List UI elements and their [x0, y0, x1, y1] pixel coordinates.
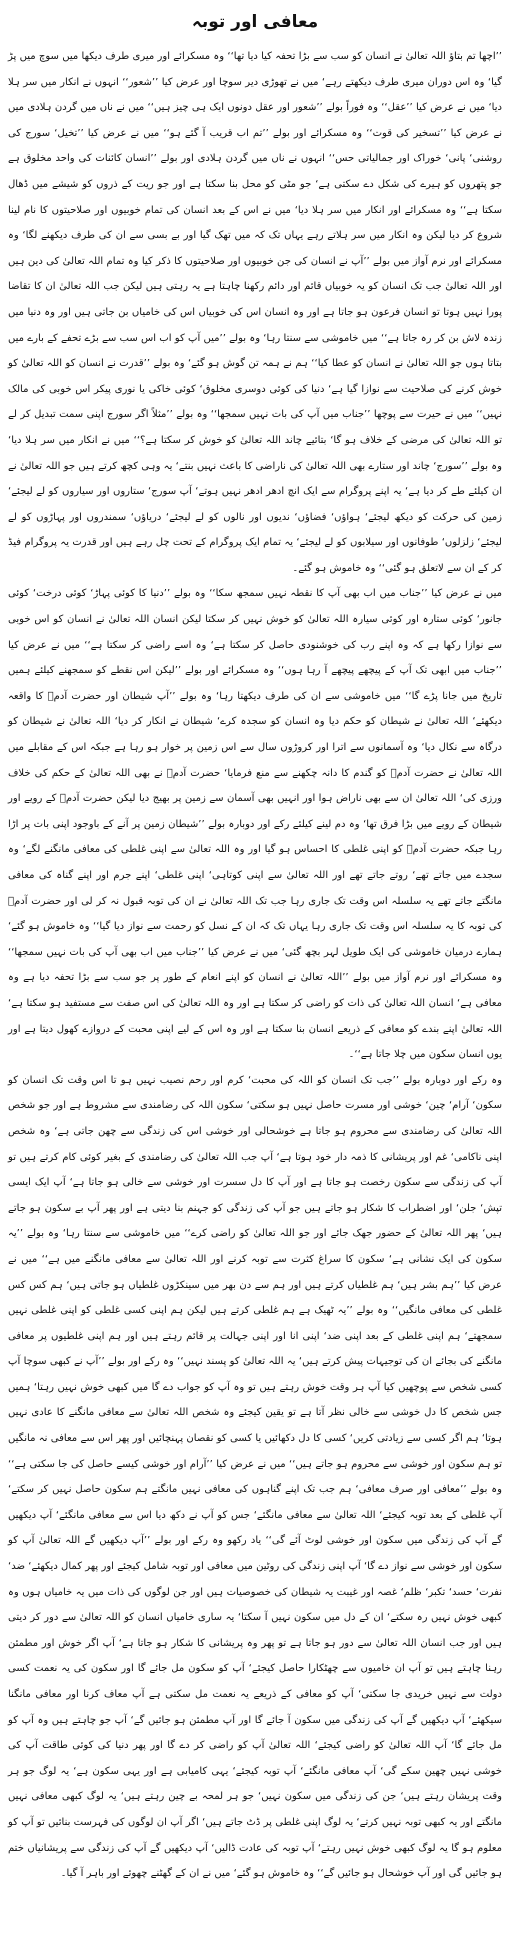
paragraph-2: میں نے عرض کیا ’’جناب میں اب بھی آپ کا نقطہ نہیں سمجھ سکا‘‘ وہ بولے ’’دنیا کا کوئی پہاڑ‘ کوئی درخت‘ کوئی جانور‘ کوئی ستارہ اور کوئی سیارہ اللہ تعالیٰ کو خوش نہیں کر سکتا لیکن انسان اللہ تعالیٰ نے انسان کو اس خوبی سے نوازا رکھا ہے کہ وہ اپنے رب کی خوشنودی حاصل کر سکتا ہے‘ وہ اسے راضی کر سکتا ہے‘‘ میں نے عرض کیا ’’جناب میں ابھی تک آپ کے پیچھے پیچھے آ رہا ہوں‘‘ وہ مسکرائے اور بولے ’’لیکن اس نقطے کو سمجھنے کیلئے ہمیں تاریخ میں جانا پڑے گا‘‘ میں خاموشی سے ان کی طرف دیکھتا رہا‘ وہ بولے ’’آپ شیطان اور حضرت آدمؑ کا واقعہ دیکھئے‘ اللہ تعالیٰ نے شیطان کو حکم دیا وہ انسان کو سجدہ کرے‘ شیطان نے انکار کر دیا‘ اللہ تعالیٰ نے شیطان کو درگاہ سے نکال دیا‘ وہ آسمانوں سے اترا اور کروڑوں سال سے اس زمین پر خوار ہو رہا ہے جبکہ اس کے مقابلے میں اللہ تعالیٰ نے حضرت آدمؑ کو گندم کا دانہ چکھنے سے منع فرمایا‘ حضرت آدمؑ نے بھی اللہ تعالیٰ کے حکم کی خلاف ورزی کی‘ اللہ تعالیٰ ان سے بھی ناراض ہوا اور انہیں بھی آسمان سے زمین پر بھیج دیا لیکن حضرت آدمؑ کے رویے اور شیطان کے رویے میں بڑا فرق تھا‘ وہ دم لینے کیلئے رکے اور دوبارہ بولے ’’شیطان زمین پر آنے کے باوجود اپنی بات پر اڑا رہا جبکہ حضرت آدمؑ کو اپنی غلطی کا احساس ہو گیا اور وہ اللہ تعالیٰ سے اپنی غلطی کی معافی مانگنے لگے‘ وہ سجدے میں جاتے تھے‘ روتے جاتے تھے اور اللہ تعالیٰ سے اپنی کوتاہی‘ اپنی غلطی‘ اپنے جرم اور اپنے گناہ کی معافی مانگتے جاتے تھے یہ سلسلہ اس وقت تک جاری رہا جب تک اللہ تعالیٰ نے ان کی توبہ قبول نہ کر لی اور حضرت آدمؑ کی توبہ کا یہ سلسلہ اس وقت تک جاری رہا یہاں تک کہ ان کے نسل کو رحمت سے نواز دیا گیا‘‘ وہ خاموش ہو گئے‘ ہمارے درمیان خاموشی کی ایک طویل لہر بچھ گئی‘ میں نے عرض کیا ’’جناب میں اب بھی آپ کی بات نہیں سمجھا‘‘ وہ مسکرائے اور نرم آواز میں بولے ’’اللہ تعالیٰ نے انسان کو اپنے انعام کے طور پر جو سب سے بڑا تحفہ دیا ہے وہ معافی ہے‘ انسان اللہ تعالیٰ کی ذات کو راضی کر سکتا ہے اور وہ اللہ تعالیٰ کی اس صفت سے مستفید ہو سکتا ہے‘ اللہ تعالیٰ اپنے بندے کو معافی کے ذریعے انسان بنا سکتا ہے اور وہ اس کے لیے اپنی محبت کے دروازے کھول دیتا ہے اور یوں انسان سکون میں چلا جاتا ہے‘‘۔: [8, 588, 502, 1061]
paragraph-1: ’’اچھا تم بتاؤ اللہ تعالیٰ نے انسان کو سب سے بڑا تحفہ کیا دیا تھا‘‘ وہ مسکرائے اور میری طرف دیکھا میں سوچ میں پڑ گیا‘ وہ اس دوران میری طرف دیکھتے رہے‘ میں نے تھوڑی دیر سوچا اور عرض کیا ’’شعور‘‘ انہوں نے انکار میں سر ہلا دیا‘ میں نے عرض کیا ’’عقل‘‘ وہ فوراً بولے ’’شعور اور عقل دونوں ایک ہی چیز ہیں‘‘ میں نے ناں میں گردن ہلادی میں نے عرض کیا ’’تسخیر کی قوت‘‘ وہ مسکرائے اور بولے ’’تم اب قریب آ گئے ہو‘‘ میں نے عرض کیا ’’تخیل‘ سورج کی روشنی‘ پانی‘ خوراک اور جمالیاتی حس‘‘ انہوں نے ناں میں گردن ہلادی اور بولے ’’انسان کائنات کی واحد مخلوق ہے جو پتھروں کو ہیرے کی شکل دے سکتی ہے‘ جو مٹی کو محل بنا سکتا ہے اور جو ریت کے ذروں کو شیشے میں ڈھال سکتا ہے‘‘ وہ مسکرائے اور انکار میں سر ہلا دیا‘ میں نے اس کے بعد انسان کی تمام خوبیوں اور صلاحیتوں کا نام لینا شروع کر دیا لیکن وہ انکار میں سر ہلاتے رہے یہاں تک کہ میں تھک گیا اور بے بسی سے ان کی طرف دیکھنے لگا‘ وہ مسکرائے اور نرم آواز میں بولے ’’آپ نے انسان کی جن خوبیوں اور صلاحیتوں کا ذکر کیا وہ تمام اللہ تعالیٰ کی دین ہیں اور اللہ تعالیٰ جب تک انسان کو یہ خوبیاں قائم اور دائم رکھنا چاہتا ہے یہ رہتی ہیں لیکن جب اللہ تعالیٰ ان کا تقاضا پورا نہیں ہوتا تو انسان فرعون ہو جاتا ہے اور وہ انسان اس کی خوبیاں اس کی خامیاں بن جاتی ہیں اور وہ دنیا میں زندہ لاش بن کر رہ جاتا ہے‘‘ میں خاموشی سے سنتا رہا‘ وہ بولے ’’میں آپ کو اب اس سب سے بڑے تحفے کے بارے میں بتاتا ہوں جو اللہ تعالیٰ نے انسان کو عطا کیا‘‘ ہم نے ہمہ تن گوش ہو گئے‘ وہ بولے ’’قدرت نے انسان کو اللہ تعالیٰ کو خوش کرنے کی صلاحیت سے نوازا گیا ہے‘ دنیا کی کوئی دوسری مخلوق‘ کوئی خاکی یا نوری پیکر اس خوبی کی مالک نہیں‘‘ میں نے حیرت سے پوچھا ’’جناب میں آپ کی بات نہیں سمجھا‘‘ وہ بولے ’’مثلاً اگر سورج اپنی سمت تبدیل کر لے تو اللہ تعالیٰ کی مرضی کے خلاف ہو گا‘ بتائیے چاند اللہ تعالیٰ کو خوش کر سکتا ہے؟‘‘ میں نے انکار میں سر ہلا دیا‘ وہ بولے ’’سورج‘ چاند اور ستارے بھی اللہ تعالیٰ کی ناراضی کا باعث نہیں بنتے‘ یہ وہی کچھ کرتے ہیں جو اللہ تعالیٰ نے ان کیلئے طے کر دیا ہے‘ یہ اپنے پروگرام سے ایک انچ ادھر ادھر نہیں ہوتے‘ آپ سورج‘ ستاروں اور سیاروں کو لے لیجئے‘ زمین کی حرکت کو دیکھ لیجئے‘ ہواؤں‘ فضاؤں‘ ندیوں اور نالوں کو لے لیجئے‘ دریاؤں‘ سمندروں اور پہاڑوں کو لے لیجئے‘ زلزلوں‘ طوفانوں اور سیلابوں کو لے لیجئے‘ یہ تمام ایک پروگرام کے تحت چل رہے ہیں اور قدرت یہ پروگرام فیڈ کر کے ان سے لاتعلق ہو گئی‘‘ وہ خاموش ہو گئے۔: [8, 51, 502, 574]
article-title: معافی اور توبہ: [191, 12, 319, 32]
paragraph-3: وہ رکے اور دوبارہ بولے ’’جب تک انسان کو اللہ کی محبت‘ کرم اور رحم نصیب نہیں ہو تا اس وقت تک انسان کو سکون‘ آرام‘ چین‘ خوشی اور مسرت حاصل نہیں ہو سکتی‘ سکون اللہ کی رضامندی سے مشروط ہے اور جو شخص اللہ تعالیٰ کی رضامندی سے محروم ہو جاتا ہے خوشحالی اور خوشی اس کی زندگی سے چھن جاتی ہے‘ وہ شخص اپنی ناکامی‘ غم اور پریشانی کا ذمہ دار خود ہوتا ہے‘ آپ جب اللہ تعالیٰ کی رضامندی کے بغیر کوئی کام کرتے ہیں تو آپ کی زندگی سے سکون رخصت ہو جاتا ہے اور آپ کا دل سسرت اور خوشی سے خالی ہو جاتا ہے‘ آپ ایک ایسی تپش‘ جلن‘ اور اضطراب کا شکار ہو جاتے ہیں جو آپ کی زندگی کو جہنم بنا دیتی ہے اور پھر آپ بے سکون ہو جاتے ہیں‘ پھر اللہ تعالیٰ کے حضور جھک جائے اور جو اللہ تعالیٰ کو راضی کرے‘‘ میں خاموشی سے سنتا رہا‘ وہ بولے ’’یہ سکون کی ایک نشانی ہے‘ سکون کا سراغ کثرت سے توبہ کرنے اور اللہ تعالیٰ سے معافی مانگنے میں ہے‘‘ میں نے عرض کیا ’’ہم بشر ہیں‘ ہم غلطیاں کرتے ہیں اور ہم سے دن بھر میں سینکڑوں غلطیاں ہو جاتی ہیں‘ ہم کس کس غلطی کی معافی مانگیں‘‘ وہ بولے ’’یہ ٹھیک ہے ہم غلطی کرتے ہیں لیکن ہم اپنی کسی غلطی کو اپنی غلطی نہیں سمجھتے‘ ہم اپنی غلطی کے بعد اپنی ضد‘ اپنی انا اور اپنی جہالت پر قائم رہتے ہیں اور ہم اپنی غلطیوں پر معافی مانگنے کی بجائے ان کی توجیہات پیش کرتے ہیں‘ یہ اللہ تعالیٰ کو پسند نہیں‘‘ وہ رکے اور بولے ’’آپ نے کبھی سوچا آپ کسی شخص سے پوچھیں کیا آپ ہر وقت خوش رہتے ہیں تو وہ آپ کو جواب دے گا میں کبھی خوش نہیں رہتا‘ ہمیں جس شخص کا دل خوشی سے خالی نظر آتا ہے تو یقین کیجئے وہ شخص اللہ تعالیٰ سے معافی مانگنے کا عادی نہیں ہوتا‘ ہم اگر کسی سے زیادتی کریں‘ کسی کا دل دکھائیں یا کسی کو نقصان پہنچائیں اور پھر اس سے معافی نہ مانگیں تو ہم سکون اور خوشی سے محروم ہو جاتے ہیں‘‘ میں نے عرض کیا ’’آرام اور خوشی کیسے حاصل کی جا سکتی ہے‘‘ وہ بولے ’’معافی اور صرف معافی‘ ہم جب تک اپنے گناہوں کی معافی نہیں مانگتے ہم سکون حاصل نہیں کر سکتے‘ آپ غلطی کے بعد توبہ کیجئے‘ اللہ تعالیٰ سے معافی مانگئے‘ جس کو آپ نے دکھ دیا اس سے معافی مانگئے‘ آپ دیکھیں گے آپ کی زندگی میں سکون اور خوشی لوٹ آئے گی‘‘ یاد رکھو وہ رکے اور بولے ’’آپ دیکھیں گے اللہ تعالیٰ آپ کو سکون اور خوشی سے نواز دے گا‘ آپ اپنی زندگی کی روٹین میں معافی اور توبہ شامل کیجئے اور پھر کمال دیکھئے‘ ضد‘ نفرت‘ حسد‘ تکبر‘ ظلم‘ غصہ اور غیبت یہ شیطان کی خصوصیات ہیں اور جن لوگوں کی ذات میں یہ خامیاں ہوں وہ کبھی خوش نہیں رہ سکتے‘ ان کے دل میں سکون نہیں آ سکتا‘ یہ ساری خامیاں انسان کو اللہ تعالیٰ سے دور کر دیتی ہیں اور جب انسان اللہ تعالیٰ سے دور ہو جاتا ہے تو پھر وہ پریشانی کا شکار ہو جاتا ہے‘ آپ اگر خوش اور مطمئن رہنا چاہتے ہیں تو آپ ان خامیوں سے چھٹکارا حاصل کیجئے‘ آپ کو سکون مل جائے گا اور سکون کی یہ نعمت کسی دولت سے نہیں خریدی جا سکتی‘ آپ کو معافی کے ذریعے یہ نعمت مل سکتی ہے آپ معاف کرنا اور معافی مانگنا سیکھئے‘ آپ دیکھیں گے آپ کی زندگی میں سکون آ جائے گا اور آپ مطمئن ہو جائیں گے‘ آپ جو چاہتے ہیں وہ آپ کو مل جائے گا‘ آپ اللہ تعالیٰ کو راضی کیجئے‘ اللہ تعالیٰ آپ کو راضی کر دے گا اور پھر دنیا کی کوئی طاقت آپ کی خوشی نہیں چھین سکے گی‘ آپ معافی مانگئے‘ آپ توبہ کیجئے‘ یہی کامیابی ہے اور یہی سکون ہے‘ یہ لوگ جو ہر وقت پریشان رہتے ہیں‘ جن کی زندگی میں سکون نہیں‘ جو ہر لمحہ بے چین رہتے ہیں‘ یہ لوگ کبھی معافی نہیں مانگتے اور یہ کبھی توبہ نہیں کرتے‘ یہ لوگ اپنی غلطی پر ڈٹ جاتے ہیں‘ اگر آپ ان لوگوں کی فہرست بنائیں تو آپ کو معلوم ہو گا یہ لوگ کبھی خوش نہیں رہتے‘ آپ توبہ کی عادت ڈالیں‘ آپ دیکھیں گے آپ کی زندگی سے پریشانیاں ختم ہو جائیں گی اور آپ خوشحال ہو جائیں گے‘‘ وہ خاموش ہو گئے‘ میں نے ان کے گھٹنے چھوئے اور باہر آ گیا۔: [8, 1074, 502, 1880]
article-body: [8, 44, 502, 1887]
